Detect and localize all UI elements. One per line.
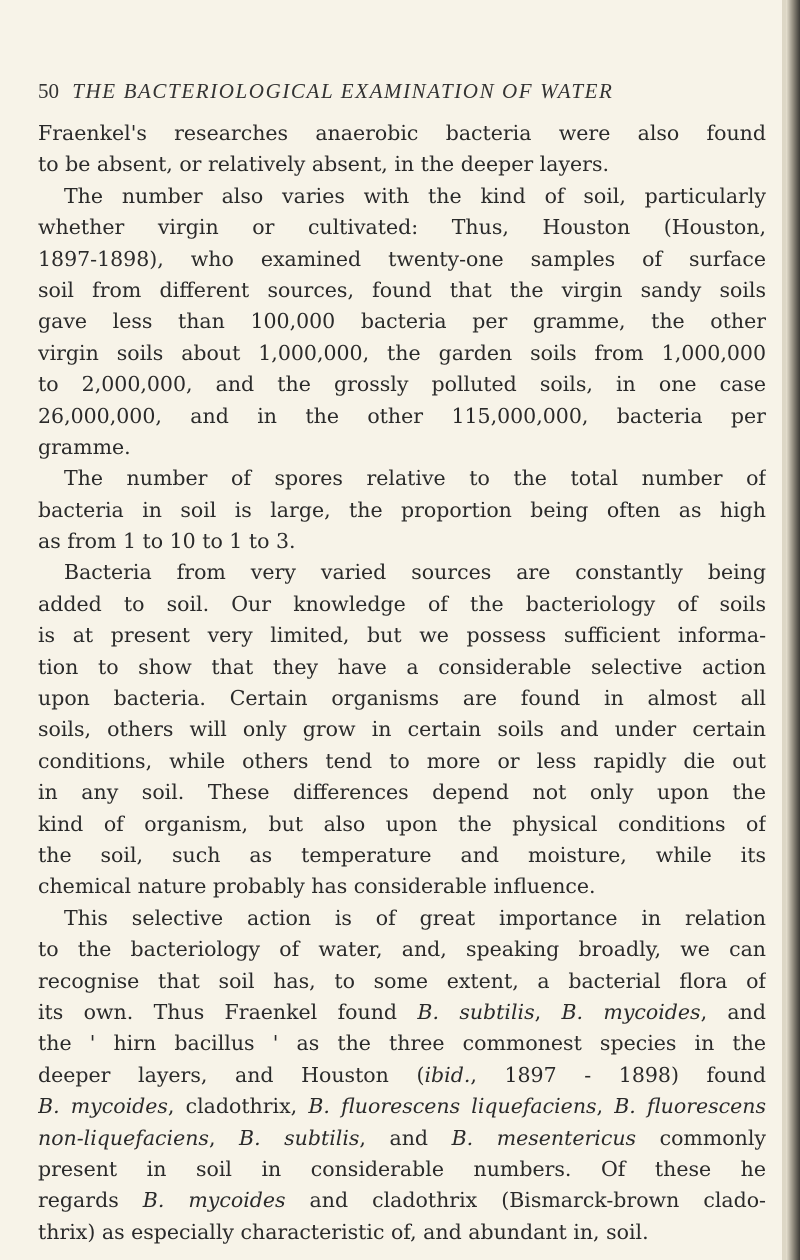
text-line bbox=[38, 1060, 766, 1091]
species-name: B. subtilis bbox=[417, 999, 535, 1024]
text-line: as from 1 to 10 to 1 to 3. bbox=[38, 529, 296, 554]
text-line: soil from different sources, found that the virgin sandy soils bbox=[38, 277, 766, 302]
text-line: upon bacteria. Certain organisms are found in almost all bbox=[38, 686, 766, 711]
text-line: kind of organism, but also upon the physical conditions of bbox=[38, 811, 766, 836]
text-run: , bbox=[596, 1094, 615, 1119]
body-text bbox=[38, 118, 766, 1248]
text-line: in any soil. These differences depend not only upon the bbox=[38, 780, 766, 805]
text-run: , bbox=[208, 1125, 240, 1150]
text-line bbox=[38, 1185, 766, 1216]
species-name: B. mycoides bbox=[38, 1094, 168, 1119]
text-line: thrix) as especially characteristic of, and abundant in, soil. bbox=[38, 1219, 649, 1244]
text-line: is at present very limited, but we possess sufficient informa- bbox=[38, 623, 766, 648]
text-line: Bacteria from very varied sources are constantly being bbox=[64, 560, 766, 585]
text-line: whether virgin or cultivated: Thus, Houston (Houston, bbox=[38, 215, 766, 240]
text-run: regards bbox=[38, 1188, 143, 1213]
text-line bbox=[38, 1123, 766, 1154]
text-line: to be absent, or relatively absent, in the deeper layers. bbox=[38, 152, 609, 177]
text-line: to the bacteriology of water, and, speaking broadly, we can bbox=[38, 937, 766, 962]
book-page-edge bbox=[786, 0, 800, 1260]
text-line: bacteria in soil is large, the proportion being often as high bbox=[38, 497, 766, 522]
text-line: The number also varies with the kind of soil, particularly bbox=[64, 183, 766, 208]
species-name: B. mycoides bbox=[142, 1188, 286, 1213]
species-name: B. subtilis bbox=[239, 1125, 360, 1150]
text-line: present in soil in considerable numbers. Of these he bbox=[38, 1156, 766, 1181]
text-line: The number of spores relative to the total number of bbox=[64, 466, 766, 491]
text-run: , and bbox=[700, 999, 766, 1024]
species-name: B. fluorescens liquefaciens bbox=[308, 1094, 597, 1119]
text-line: 1897-1898), who examined twenty-one samples of surface bbox=[38, 246, 766, 271]
text-line: gramme. bbox=[38, 434, 131, 459]
text-line: to 2,000,000, and the grossly polluted soils, in one case bbox=[38, 372, 766, 397]
text-run: deeper layers, and Houston ( bbox=[38, 1062, 425, 1087]
running-head bbox=[38, 76, 758, 106]
text-line: chemical nature probably has considerable influence. bbox=[38, 874, 596, 899]
text-run: commonly bbox=[636, 1125, 766, 1150]
text-line: soils, others will only grow in certain soils and under certain bbox=[38, 717, 766, 742]
text-line: added to soil. Our knowledge of the bacteriology of soils bbox=[38, 591, 766, 616]
text-run: its own. Thus Fraenkel found bbox=[38, 999, 418, 1024]
running-head-title: THE BACTERIOLOGICAL EXAMINATION OF WATER bbox=[72, 79, 614, 103]
text-line: 26,000,000, and in the other 115,000,000, bacteria per bbox=[38, 403, 766, 428]
text-line bbox=[38, 997, 766, 1028]
species-name: non-liquefaciens bbox=[38, 1125, 209, 1150]
text-line bbox=[38, 1091, 766, 1122]
text-run: , bbox=[534, 999, 562, 1024]
citation-ibid: ibid. bbox=[424, 1062, 471, 1087]
text-line: the ' hirn bacillus ' as the three commonest species in the bbox=[38, 1031, 766, 1056]
text-line: virgin soils about 1,000,000, the garden soils from 1,000,000 bbox=[38, 340, 766, 365]
text-line: conditions, while others tend to more or less rapidly die out bbox=[38, 748, 766, 773]
text-line: tion to show that they have a considerable selective action bbox=[38, 654, 766, 679]
species-name: B. mesentericus bbox=[451, 1125, 637, 1150]
text-line: recognise that soil has, to some extent, a bacterial flora of bbox=[38, 968, 766, 993]
species-name: B. mycoides bbox=[561, 999, 701, 1024]
text-line: the soil, such as temperature and moisture, while its bbox=[38, 842, 766, 867]
text-run: , 1897 - 1898) found bbox=[470, 1062, 766, 1087]
text-line: gave less than 100,000 bacteria per gramme, the other bbox=[38, 309, 766, 334]
species-name: B. fluorescens bbox=[614, 1094, 766, 1119]
page-number: 50 bbox=[38, 79, 59, 103]
text-line: Fraenkel's researches anaerobic bacteria were also found bbox=[38, 121, 766, 145]
text-run: , and bbox=[359, 1125, 452, 1150]
text-run: , cladothrix, bbox=[167, 1094, 309, 1119]
text-run: and cladothrix (Bismarck-brown clado- bbox=[285, 1188, 766, 1213]
text-line: This selective action is of great importance in relation bbox=[64, 905, 766, 930]
